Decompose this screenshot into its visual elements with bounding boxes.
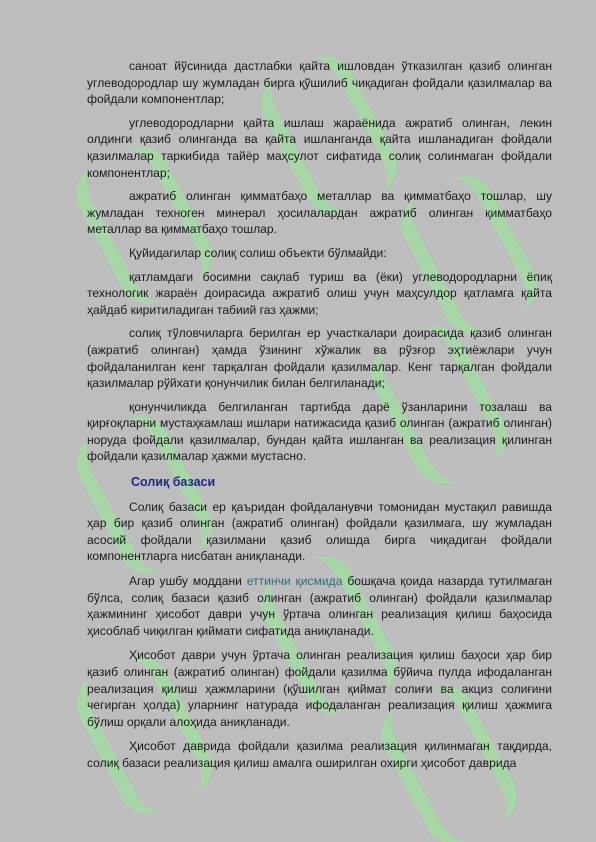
- section-heading: Солиқ базаси: [131, 475, 216, 490]
- paragraph-text: бошқача қоида назарда тутилмаган бўлса, солиқ базаси қазиб олинган (ажратиб олинган) фойдали қазилмалар ҳажмининг ҳисобот даври учун ўртача олинган реализация қилиш баҳосида ҳисоблаб чиқилган қиймати сифатида аниқланади.: [87, 574, 552, 638]
- paragraph: қатламдаги босимни сақлаб туриш ва (ёки) углеводородларни ёпиқ технологик жараён доирасида ажратиб олиш учун маҳсулдор қатламга қайта ҳайдаб киритиладиган табиий газ ҳажми;: [87, 269, 552, 317]
- paragraph: саноат йўсинида дастлабки қайта ишловдан ўтказилган қазиб олинган углеводородлар шу жумладан бирга қўшилиб чиқадиган фойдали қазилмалар ва фойдали компонентлар;: [87, 59, 552, 107]
- document-body: [87, 58, 552, 780]
- paragraph: қонунчиликда белгиланган тартибда дарё ўзанларини тозалаш ва қирғоқларни мустаҳкамлаш ишлари натижасида қазиб олинган (ажратиб олинган) норуда фойдали қазилмалар, бундан қайта ишланган ва реализация қилинган фойдали қазилмалар ҳажми мустасно.: [87, 399, 552, 464]
- paragraph: Ҳисобот даврида фойдали қазилма реализация қилинмаган тақдирда, солиқ базаси реализация қилиш амалга оширилган охирги ҳисобот даврида: [87, 739, 552, 770]
- article-reference-link[interactable]: еттинчи қисмида: [246, 574, 343, 589]
- paragraph-text: Агар ушбу моддани: [129, 574, 242, 589]
- paragraph: [87, 573, 552, 639]
- paragraph: углеводородларни қайта ишлаш жараёнида ажратиб олинган, лекин олдинги қазиб олинганда ва қайта ишланганда қайта ишланадиган фойдали қазилмалар таркибида тайёр маҳсулот сифатида солиқ солинмаган фойдали компонентлар;: [87, 115, 552, 180]
- paragraph: Солиқ базаси ер қаъридан фойдаланувчи томонидан мустақил равишда ҳар бир қазиб олинган (ажратиб олинган) фойдали қазилмага, шу жумладан асосий фойдали қазилмани қазиб олишда бирга чиқадиган фойдали компонентларга нисбатан аниқланади.: [87, 499, 552, 564]
- paragraph: Ҳисобот даври учун ўртача олинган реализация қилиш баҳоси ҳар бир қазиб олинган (ажратиб олинган) фойдали қазилма бўйича пулда ифодаланган реализация қилиш ҳажмларини (қўшилган қиймат солиғи ва акциз солиғини чегирган ҳолда) уларнинг натурада ифодаланган реализация қилиш ҳажмига бўлиш орқали алоҳида аниқланади.: [87, 648, 552, 729]
- paragraph: солиқ тўловчиларга берилган ер участкалари доирасида қазиб олинган (ажратиб олинган) ҳамда ўзининг хўжалик ва рўзғор эҳтиёжлари учун фойдаланилган кенг тарқалган фойдали қазилмалар. Кенг тарқалган фойдали қазилмалар рўйхати қонунчилик билан белгиланади;: [87, 326, 552, 391]
- paragraph: ажратиб олинган қимматбаҳо металлар ва қимматбаҳо тошлар, шу жумладан техноген минерал ҳосилалардан ажратиб олинган қимматбаҳо металлар ва қимматбаҳо тошлар.: [87, 189, 552, 237]
- paragraph: Қуйидагилар солиқ солиш объекти бўлмайди:: [129, 245, 387, 260]
